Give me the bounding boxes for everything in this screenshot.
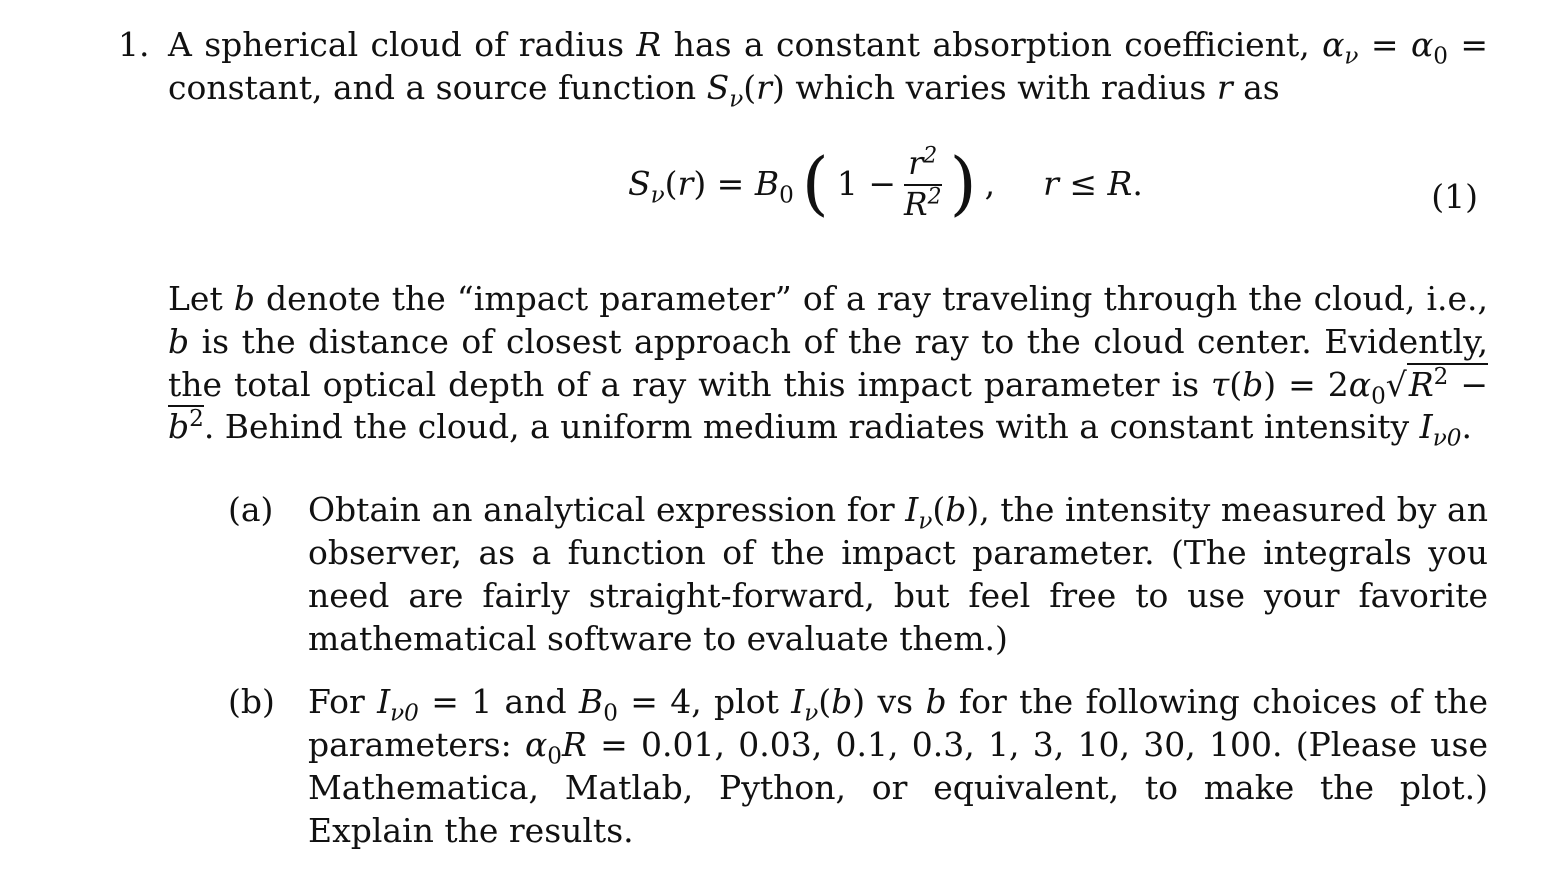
- equation-1: [168, 130, 1488, 260]
- source-function-equation: $S_\nu(r) = B_0$ ( 1 − $\frac{r^2}{R^2}$ ) , r ≤ R.: [628, 143, 1143, 225]
- intro-paragraph: A spherical cloud of radius R has a constant absorption coefficient, $\alpha_\nu = \alpha_0$ = constant, and a source function $S_\nu(r)$ which varies with radius r as: [168, 25, 1488, 113]
- part-a: [228, 489, 1488, 661]
- impact-parameter-paragraph: Let b denote the “impact parameter” of a ray traveling through the cloud, i.e., b is the distance of closest approach of the ray to the cloud center. Evidently, the total optical depth of a ray with this impact parameter is $\tau(b) = 2\alpha_0√R^2 - b^2$. Behind the cloud, a uniform medium radiates with a constant intensity $I_{\nu 0}$.: [168, 278, 1489, 453]
- part-a-label: (a): [228, 490, 274, 530]
- part-a-text: Obtain an analytical expression for $I_\nu(b)$, the intensity measured by an observer, as a function of the impact parameter. (The integrals you need are fairly straight-forward, but feel free to use your favorite mathematical software to evaluate them.): [308, 490, 1488, 659]
- problem-number: 1.: [118, 25, 150, 64]
- part-b: [228, 681, 1488, 853]
- part-b-text: For $I_{\nu 0} = 1$ and $B_0 = 4$, plot $I_\nu(b)$ vs b for the following choices of the parameters: $\alpha_0R = 0.01$, 0.03, 0.1, 0.3, 1, 3, 10, 30, 100. (Please use Mathematica, Matlab, Python, or equivalent, to make the plot.) Explain the results.: [308, 681, 1488, 850]
- equation-number: (1): [1431, 176, 1478, 216]
- sub-questions: [228, 489, 1488, 852]
- problem-body: [168, 24, 1488, 852]
- problem-1: [118, 24, 1488, 872]
- part-b-label: (b): [228, 681, 275, 721]
